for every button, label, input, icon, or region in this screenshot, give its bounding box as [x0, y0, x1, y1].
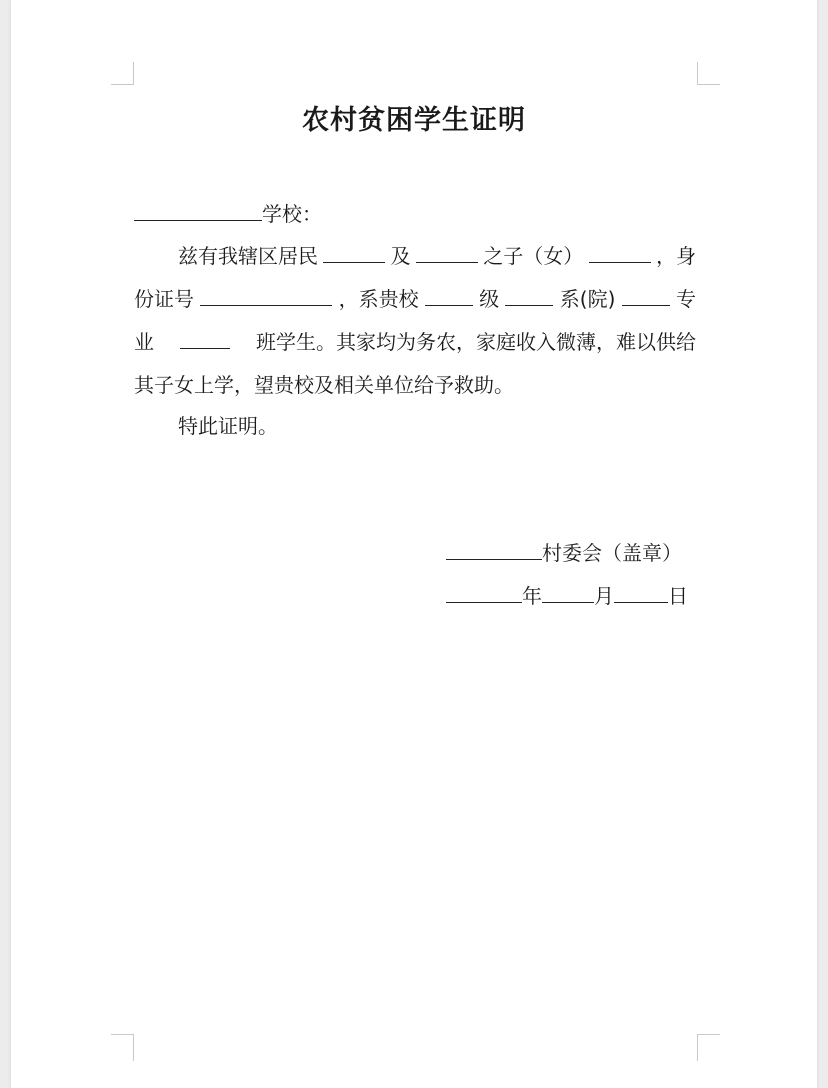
day-blank[interactable]: [614, 582, 668, 603]
signature-committee-line: [446, 539, 682, 567]
day-label: 日: [668, 584, 688, 608]
grade-blank[interactable]: [425, 285, 473, 306]
paragraph-line-3: [134, 328, 696, 356]
paragraph-line-1: [134, 242, 696, 270]
signature-date-line: [446, 582, 688, 610]
village-name-blank[interactable]: [446, 539, 542, 560]
closing-text: 特此证明。: [178, 414, 278, 438]
para1-line1-text-d: ，身: [655, 244, 696, 268]
department-blank[interactable]: [505, 285, 553, 306]
para1-line2-text-e: 专: [675, 287, 696, 311]
document-title: 农村贫困学生证明: [302, 105, 526, 136]
para1-line2-text-a: 份证号: [134, 287, 194, 311]
para1-line1-text-c: 之子（女）: [483, 244, 584, 268]
salutation-suffix: 学校：: [262, 202, 322, 226]
month-blank[interactable]: [542, 582, 594, 603]
major-blank[interactable]: [622, 285, 670, 306]
paragraph-line-4: 其子女上学，望贵校及相关单位给予救助。: [134, 373, 514, 397]
para1-line1-text-a: 兹有我辖区居民: [178, 244, 318, 268]
salutation-line: [134, 200, 696, 228]
month-label: 月: [594, 584, 614, 608]
class-blank[interactable]: [180, 328, 230, 349]
para1-line2-text-c: 级: [479, 287, 500, 311]
school-name-blank[interactable]: [134, 200, 262, 221]
resident-name-1-blank[interactable]: [323, 242, 385, 263]
para1-line1-text-b: 及: [390, 244, 411, 268]
para1-line2-text-d: 系(院): [559, 287, 616, 311]
para1-line3-text-b: 班学生。其家均为务农，家庭收入微薄，难以供给: [256, 330, 696, 354]
para1-line2-text-b: ，系贵校: [338, 287, 419, 311]
resident-name-2-blank[interactable]: [416, 242, 478, 263]
id-number-blank[interactable]: [200, 285, 332, 306]
student-name-blank[interactable]: [589, 242, 651, 263]
year-label: 年: [522, 584, 542, 608]
year-blank[interactable]: [446, 582, 522, 603]
committee-stamp-label: 村委会（盖章）: [542, 541, 682, 565]
para1-line3-text-a: 业: [134, 330, 154, 354]
paragraph-line-2: [134, 285, 696, 313]
